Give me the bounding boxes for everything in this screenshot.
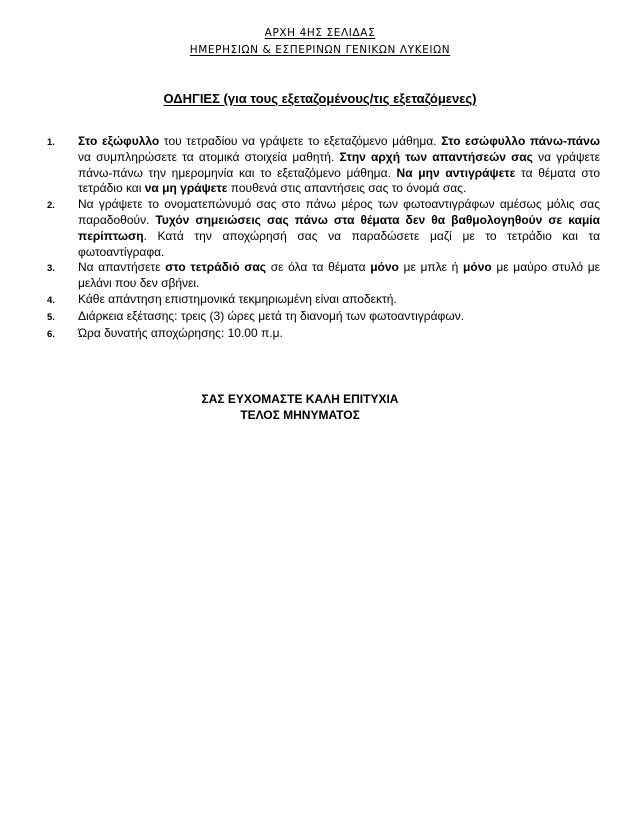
instructions-list — [47, 134, 607, 342]
closing-wish: ΣΑΣ ΕΥΧΟΜΑΣΤΕ ΚΑΛΗ ΕΠΙΤΥΧΙΑ — [201, 392, 399, 406]
emphasized-text: Στην αρχή των απαντήσεών σας — [339, 149, 533, 164]
text-run: Ώρα δυνατής αποχώρησης: 10.00 π.μ. — [78, 325, 283, 340]
instruction-item — [47, 326, 607, 343]
text-run: να γράψετε πάνω-πάνω την ημερομηνία και το εξεταζόμενο μάθημα. — [78, 149, 600, 180]
instruction-item — [47, 309, 607, 326]
instruction-number: 3. — [47, 263, 55, 275]
emphasized-text: Τυχόν σημειώσεις σας πάνω στα θέματα δεν θα βαθμολογηθούν σε καμία περίπτωση — [78, 212, 601, 243]
instructions-title: ΟΔΗΓΙΕΣ (για τους εξεταζομένους/τις εξεταζόμενες) — [163, 91, 477, 106]
instruction-number: 5. — [47, 311, 55, 323]
end-of-message: ΤΕΛΟΣ ΜΗΝΥΜΑΤΟΣ — [240, 408, 360, 422]
instruction-text — [78, 326, 600, 343]
emphasized-text: να μη γράψετε — [144, 181, 228, 196]
text-run: να συμπληρώσετε τα ατομικά στοιχεία μαθητή. — [78, 149, 340, 164]
page-start-label: ΑΡΧΗ 4ΗΣ ΣΕΛΙΔΑΣ — [264, 27, 376, 39]
instruction-number: 4. — [47, 294, 55, 306]
instruction-text — [78, 260, 600, 292]
instruction-text — [78, 134, 600, 197]
text-run: με μπλε ή — [398, 260, 464, 275]
emphasized-text: μόνο — [463, 260, 492, 275]
instruction-item — [47, 197, 607, 260]
instruction-number: 1. — [47, 137, 55, 148]
page-header-top — [0, 27, 640, 39]
text-run: Να γράψετε το ονοματεπώνυμό σας στο πάνω μέρος των φωτοαντιγράφων αμέσως μόλις σας παραδοθούν. — [78, 197, 600, 227]
instruction-number: 2. — [47, 200, 55, 212]
instruction-text — [78, 197, 600, 260]
text-run: σε όλα τα θέματα — [266, 260, 371, 275]
page-header-bottom — [0, 44, 640, 56]
text-run: με μαύρο στυλό με μελάνι που δεν σβήνει. — [78, 260, 600, 291]
emphasized-text: Να μην αντιγράψετε — [396, 165, 516, 180]
text-run: Να απαντήσετε — [78, 260, 166, 275]
emphasized-text: Στο εσώφυλλο πάνω-πάνω — [441, 134, 600, 148]
text-run: του τετραδίου να γράψετε το εξεταζόμενο μάθημα. — [159, 134, 442, 148]
instruction-item — [47, 292, 607, 309]
text-run: Κάθε απάντηση επιστημονικά τεκμηριωμένη είναι αποδεκτή. — [78, 291, 397, 306]
text-run: . Κατά την αποχώρησή σας να παραδώσετε μαζί με το τετράδιο και τα φωτοαντίγραφα. — [78, 228, 600, 259]
text-run: πουθενά στις απαντήσεις σας το όνομά σας. — [227, 181, 467, 196]
text-run: Διάρκεια εξέτασης: τρεις (3) ώρες μετά τη διανομή των φωτοαντιγράφων. — [78, 308, 465, 323]
emphasized-text: Στο εξώφυλλο — [78, 134, 160, 148]
instruction-number: 6. — [47, 328, 55, 340]
instruction-item — [47, 260, 607, 292]
emphasized-text: στο τετράδιό σας — [165, 260, 267, 275]
text-run: τα θέματα στο τετράδιο και — [78, 165, 600, 196]
school-type-label: ΗΜΕΡΗΣΙΩΝ & ΕΣΠΕΡΙΝΩΝ ΓΕΝΙΚΩΝ ΛΥΚΕΙΩΝ — [189, 44, 451, 56]
instruction-item — [47, 134, 607, 197]
instruction-text — [78, 309, 600, 326]
emphasized-text: μόνο — [370, 260, 399, 275]
instruction-text — [78, 292, 600, 309]
